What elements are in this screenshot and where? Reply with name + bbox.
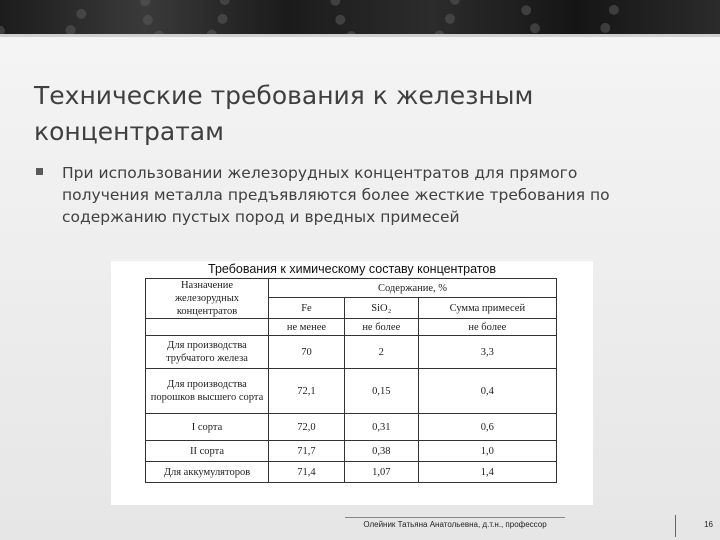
row-purpose: Для производства трубчатого железа xyxy=(146,336,269,369)
limit-sum: не более xyxy=(418,319,556,336)
gear-decoration xyxy=(0,0,90,34)
chemical-requirements-table xyxy=(145,278,557,483)
footer-divider xyxy=(345,517,565,518)
column-sum: Сумма примесей xyxy=(418,298,556,319)
row-sio2: 1,07 xyxy=(344,462,418,483)
gear-decoration xyxy=(520,0,620,34)
page-number: 16 xyxy=(704,520,713,529)
table-limits-row xyxy=(146,319,557,336)
column-fe: Fe xyxy=(269,298,345,319)
row-purpose: Для аккумуляторов xyxy=(146,462,269,483)
row-fe: 72,1 xyxy=(269,369,345,414)
row-sio2: 0,38 xyxy=(344,441,418,462)
row-fe: 71,7 xyxy=(269,441,345,462)
gear-decoration xyxy=(140,0,230,34)
bullet-square-icon xyxy=(36,168,43,175)
row-fe: 71,4 xyxy=(269,462,345,483)
row-sio2: 0,15 xyxy=(344,369,418,414)
row-sum: 1,4 xyxy=(418,462,556,483)
row-sum: 1,0 xyxy=(418,441,556,462)
table-row xyxy=(146,414,557,441)
table-header-row xyxy=(146,279,557,298)
page-number-divider xyxy=(675,515,676,537)
row-purpose: Для производства порошков высшего сорта xyxy=(146,369,269,414)
table-row xyxy=(146,462,557,483)
row-sio2: 2 xyxy=(344,336,418,369)
bullet-text: При использовании железорудных концентратов для прямого получения металла предъявляются более жесткие требования по содержанию пустых пород и вредных примесей xyxy=(62,164,610,226)
row-sum: 3,3 xyxy=(418,336,556,369)
limit-fe: не менее xyxy=(269,319,345,336)
table-caption: Требования к химическому составу концентратов xyxy=(208,262,496,276)
header-purpose: Назначение железорудных концентратов xyxy=(146,279,269,319)
limits-empty xyxy=(146,319,269,336)
row-fe: 72,0 xyxy=(269,414,345,441)
table-row xyxy=(146,336,557,369)
table-row xyxy=(146,441,557,462)
row-sum: 0,4 xyxy=(418,369,556,414)
row-fe: 70 xyxy=(269,336,345,369)
row-purpose: II сорта xyxy=(146,441,269,462)
table-row xyxy=(146,369,557,414)
slide-title: Технические требования к железным концентратам xyxy=(34,81,534,146)
row-sio2: 0,31 xyxy=(344,414,418,441)
header-banner xyxy=(0,0,720,34)
row-sum: 0,6 xyxy=(418,414,556,441)
row-purpose: I сорта xyxy=(146,414,269,441)
limit-sio2: не более xyxy=(344,319,418,336)
bullet-item xyxy=(34,162,644,228)
footer-author: Олейник Татьяна Анатольевна, д.т.н., профессор xyxy=(363,520,547,529)
column-sio2: SiO₂ xyxy=(344,298,418,319)
gear-decoration xyxy=(330,0,460,34)
header-content: Содержание, % xyxy=(269,279,557,298)
table-image xyxy=(111,261,593,505)
